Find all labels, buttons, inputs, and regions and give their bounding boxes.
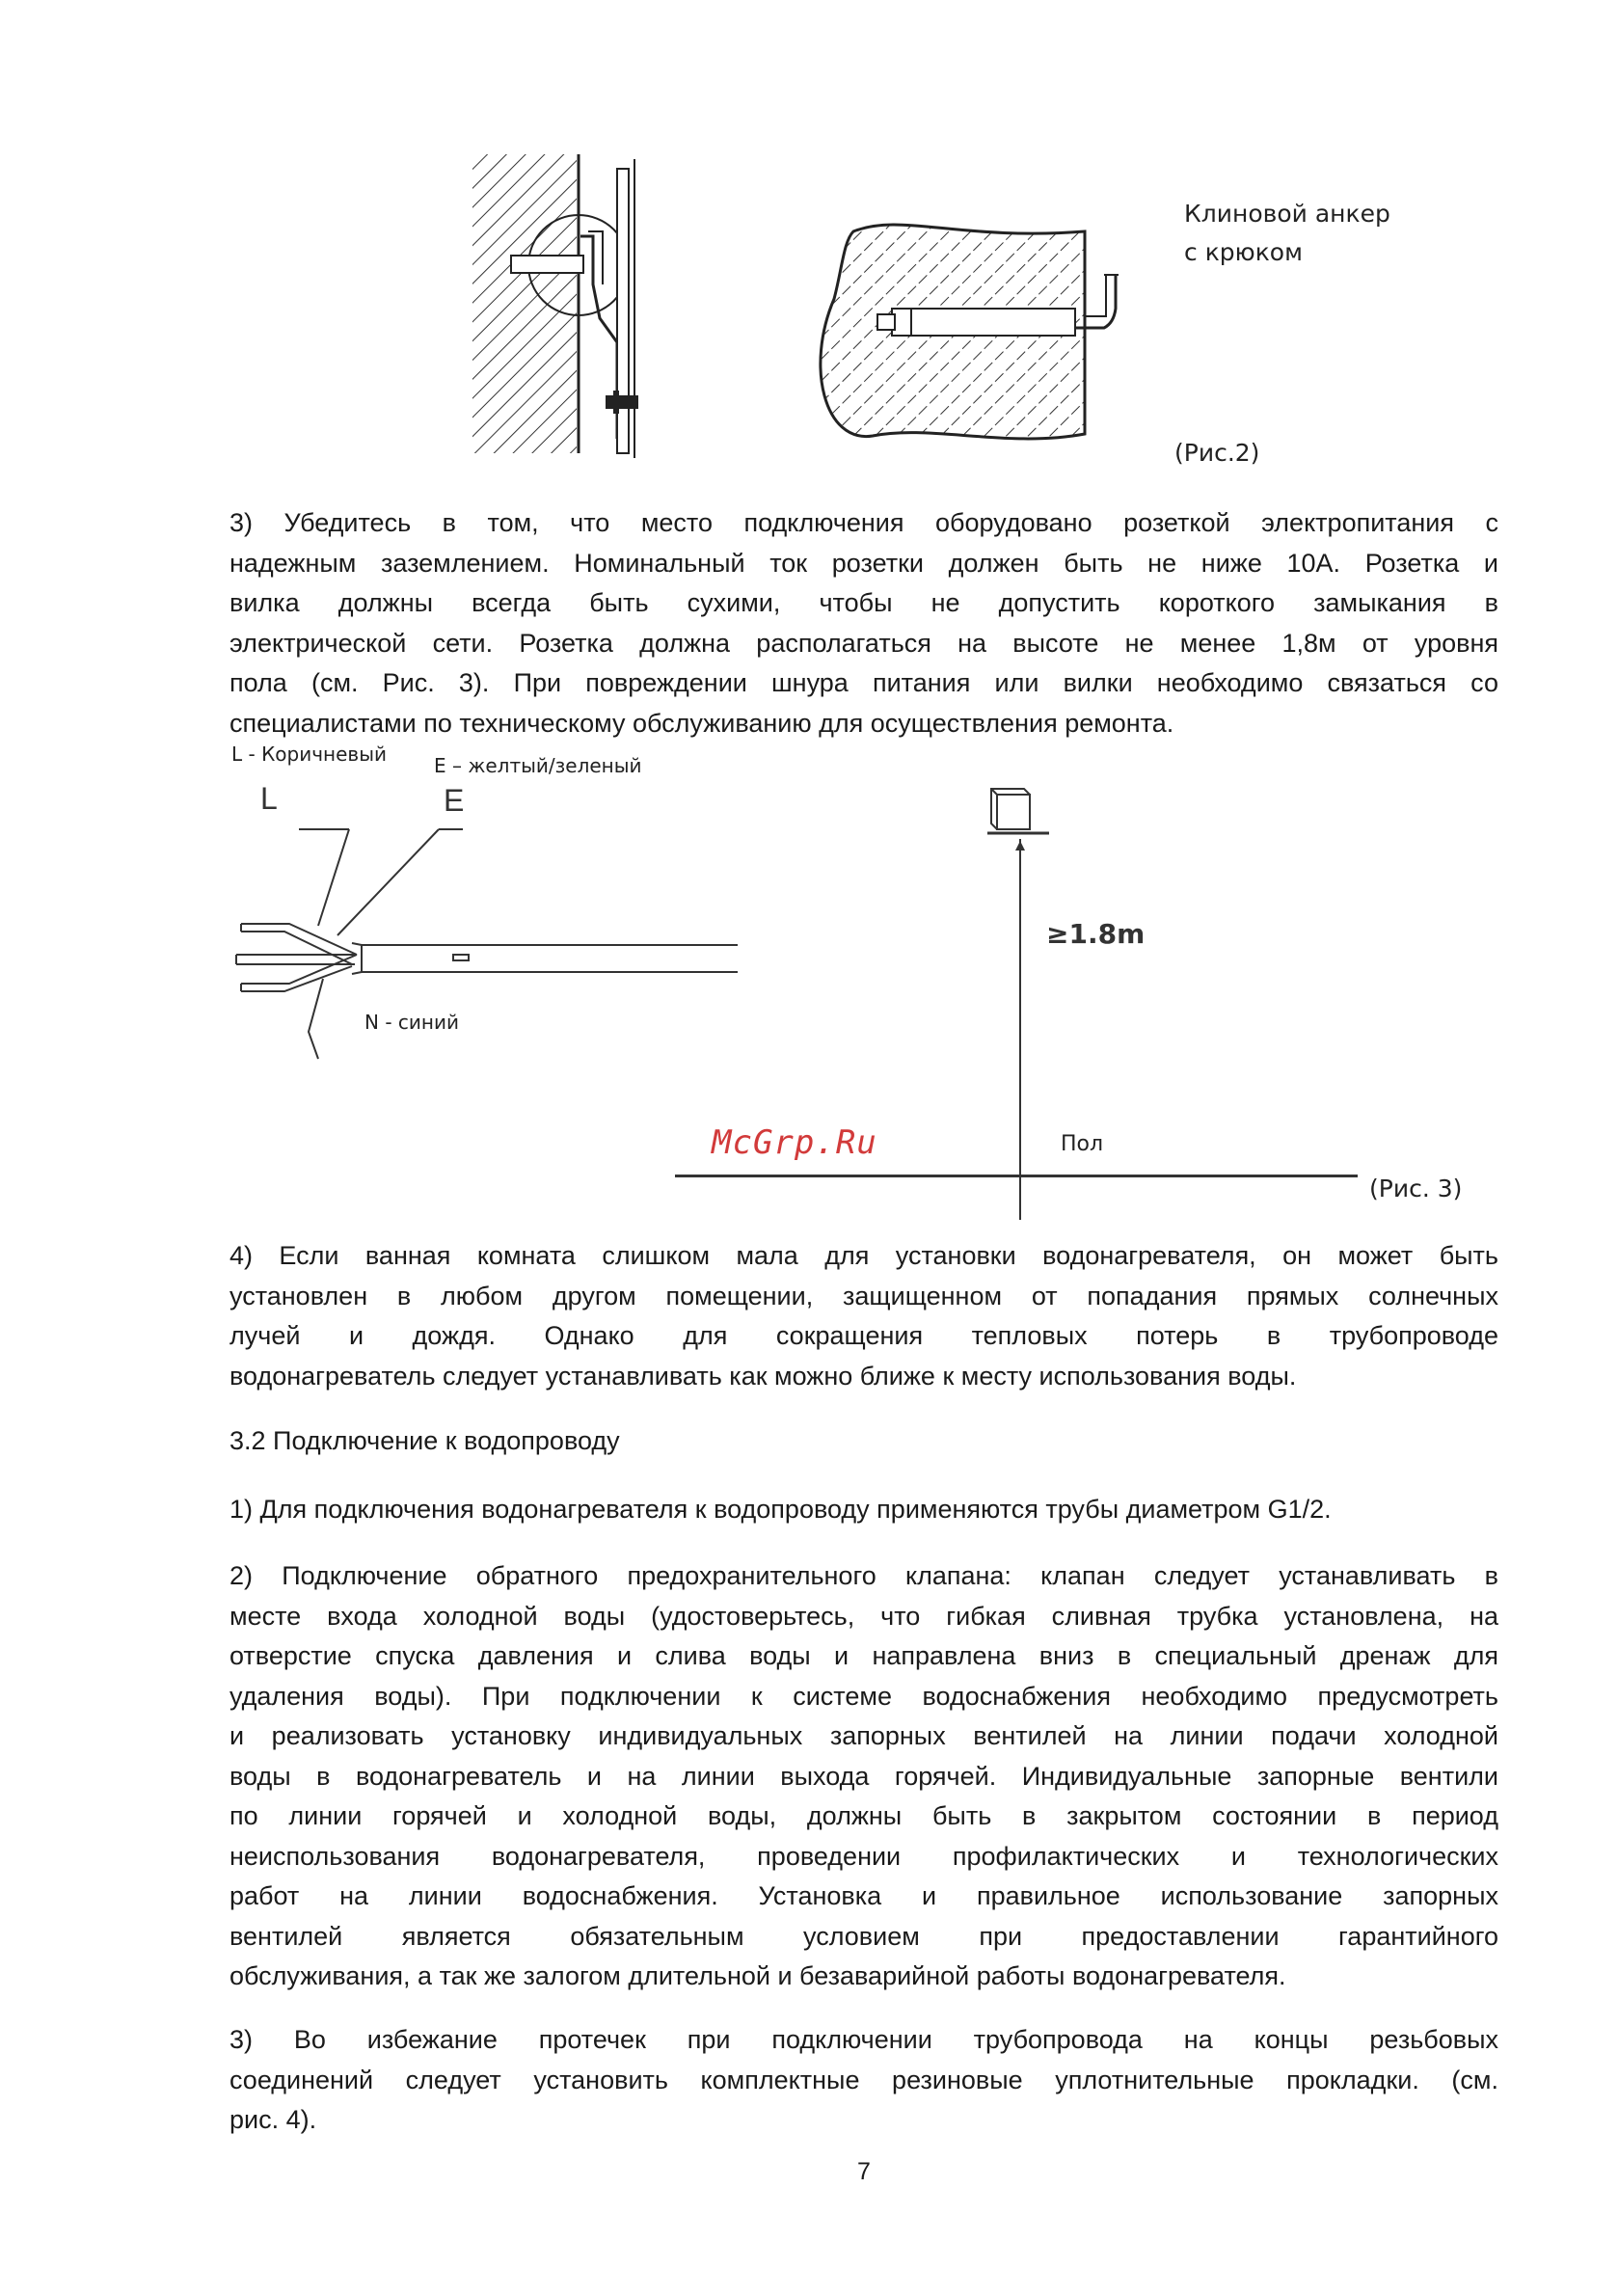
watermark: McGrp.Ru — [712, 1123, 877, 1162]
item-2-line: вентилей является обязательным условием при предоставлении гарантийного — [229, 1921, 1498, 1951]
figure-2 — [0, 0, 1618, 482]
outlet-height-diagram — [984, 781, 1311, 1225]
wall-bracket-drawing — [472, 149, 646, 458]
height-label: ≥1.8m — [1046, 918, 1146, 950]
paragraph-3-line: электрической сети. Розетка должна располагаться на высоте не менее 1,8м от уровня — [229, 628, 1498, 658]
label-l-brown: L - Коричневый — [231, 743, 387, 766]
item-1: 1) Для подключения водонагревателя к водопроводу применяются трубы диаметром G1/2. — [229, 1495, 1332, 1524]
item-2-line: удаления воды). При подключении к системе водоснабжения необходимо предусмотреть — [229, 1681, 1498, 1711]
item-3-line: 3) Во избежание протечек при подключении трубопровода на концы резьбовых — [229, 2025, 1498, 2054]
label-n-blue: N - синий — [364, 1011, 459, 1034]
paragraph-4-line: лучей и дождя. Однако для сокращения тепловых потерь в трубопроводе — [229, 1321, 1498, 1350]
item-3 — [229, 2020, 1498, 2141]
item-2-line: неиспользования водонагревателя, проведении профилактических и технологических — [229, 1841, 1498, 1871]
floor-line — [675, 1175, 1358, 1177]
figure-2-caption: (Рис.2) — [1174, 439, 1260, 467]
anchor-label — [1184, 195, 1390, 272]
letter-e: E — [444, 783, 465, 818]
anchor-detail-drawing — [815, 212, 1104, 434]
paragraph-3-line: пола (см. Рис. 3). При повреждении шнура питания или вилки необходимо связаться со — [229, 668, 1498, 697]
item-3-line: соединений следует установить комплектные резиновые уплотнительные прокладки. (см. — [229, 2065, 1498, 2094]
figure-3 — [0, 743, 1618, 1225]
item-2-line: воды в водонагреватель и на линии выхода горячей. Индивидуальные запорные вентили — [229, 1761, 1498, 1791]
floor-label: Пол — [1061, 1132, 1104, 1156]
item-2-line: работ на линии водоснабжения. Установка и правильное использование запорных — [229, 1881, 1498, 1910]
item-3-line: рис. 4). — [229, 2105, 317, 2134]
page-number: 7 — [857, 2158, 871, 2185]
paragraph-3-line: 3) Убедитесь в том, что место подключения оборудовано розеткой электропитания с — [229, 508, 1498, 537]
anchor-label-line-1: Клиновой анкер — [1184, 200, 1390, 228]
item-2-line: по линии горячей и холодной воды, должны быть в закрытом состоянии в период — [229, 1801, 1498, 1830]
item-2-line: обслуживания, а так же залогом длительной и безаварийной работы водонагревателя. — [229, 1961, 1286, 1990]
letter-l: L — [260, 781, 278, 816]
paragraph-4-line: водонагреватель следует устанавливать как можно ближе к месту использования воды. — [229, 1361, 1297, 1391]
item-2-line: 2) Подключение обратного предохранительного клапана: клапан следует устанавливать в — [229, 1561, 1498, 1590]
item-2 — [229, 1556, 1498, 1997]
paragraph-4-line: установлен в любом другом помещении, защищенном от попадания прямых солнечных — [229, 1281, 1498, 1310]
power-cord-diagram — [231, 800, 771, 1090]
item-2-line: отверстие спуска давления и слива воды и направлена вниз в специальный дренаж для — [229, 1641, 1498, 1670]
paragraph-3-line: специалистами по техническому обслуживанию для осуществления ремонта. — [229, 708, 1174, 738]
label-e-yellow-green: Е – желтый/зеленый — [434, 754, 642, 777]
anchor-label-line-2: с крюком — [1184, 238, 1303, 266]
item-2-line: и реализовать установку индивидуальных запорных вентилей на линии подачи холодной — [229, 1721, 1498, 1750]
paragraph-3 — [229, 503, 1498, 743]
section-heading: 3.2 Подключение к водопроводу — [229, 1426, 620, 1455]
figure-3-caption: (Рис. 3) — [1369, 1175, 1463, 1202]
paragraph-3-line: вилка должны всегда быть сухими, чтобы не допустить короткого замыкания в — [229, 588, 1498, 617]
paragraph-4-line: 4) Если ванная комната слишком мала для установки водонагревателя, он может быть — [229, 1241, 1498, 1270]
paragraph-3-line: надежным заземлением. Номинальный ток розетки должен быть не ниже 10А. Розетка и — [229, 548, 1498, 578]
paragraph-4 — [229, 1236, 1498, 1396]
item-2-line: месте входа холодной воды (удостоверьтесь, что гибкая сливная трубка установлена, на — [229, 1601, 1498, 1631]
